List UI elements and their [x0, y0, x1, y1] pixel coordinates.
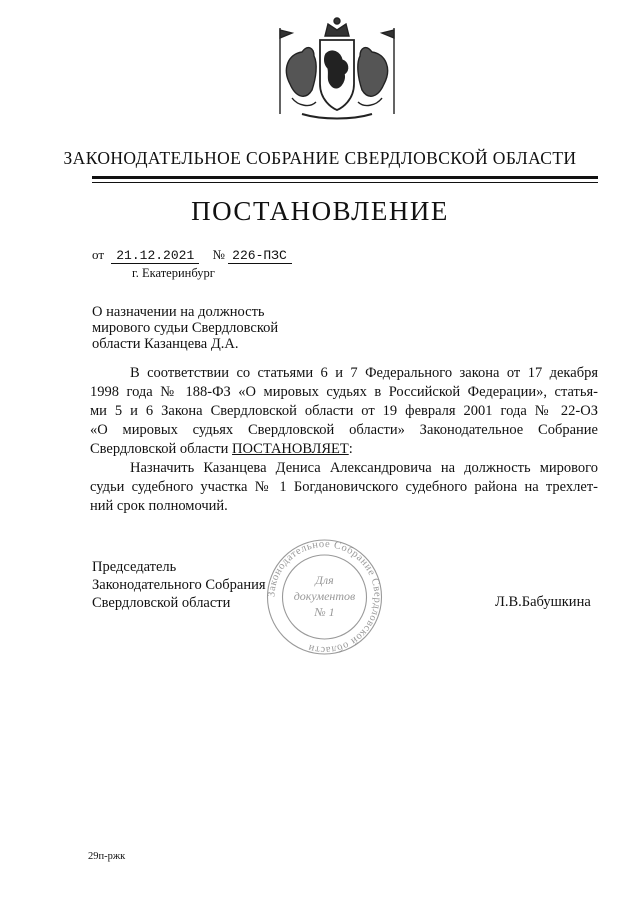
subject-line: О назначении на должность: [92, 304, 265, 320]
organization-name: ЗАКОНОДАТЕЛЬНОЕ СОБРАНИЕ СВЕРДЛОВСКОЙ ОБЛАСТИ: [63, 148, 577, 168]
document-type-title: ПОСТАНОВЛЕНИЕ: [191, 196, 449, 226]
number-sign: №: [212, 247, 225, 262]
header-rule-thick: [92, 176, 598, 179]
body-text: :: [348, 441, 353, 457]
signer-name: Л.В.Бабушкина: [495, 594, 591, 610]
subject-line: мирового судьи Свердловской: [92, 320, 279, 336]
signer-title-line: Председатель: [92, 559, 177, 575]
date-number-line: [92, 247, 292, 264]
body-paragraph-2-line: судьи судебного участка № 1 Богдановичского судебного района на трехлет-: [90, 479, 598, 495]
stamp-center-line: № 1: [314, 605, 335, 619]
body-paragraph-1-line: В соответствии со статьями 6 и 7 Федерального закона от 17 декабря: [130, 365, 598, 381]
stamp-center-line: документов: [293, 589, 356, 603]
official-stamp: [262, 538, 387, 656]
date-prefix: от: [92, 247, 105, 262]
signer-title-line: Законодательного Собрания: [92, 577, 266, 593]
stamp-center-line: Для: [315, 573, 334, 587]
header-rule-thin: [92, 182, 598, 183]
body-text: Свердловской области: [90, 441, 233, 457]
footer-code: 29п-ржк: [88, 851, 126, 862]
body-paragraph-1-line: ми 5 и 6 Закона Свердловской области от 19 февраля 2001 года № 22-ОЗ: [90, 403, 598, 419]
city-line: г. Екатеринбург: [132, 266, 215, 280]
signer-title-line: Свердловской области: [92, 595, 231, 611]
body-paragraph-2-line: ний срок полномочий.: [90, 498, 228, 514]
document-number: 226-ПЗС: [228, 248, 292, 264]
body-paragraph-1-line: 1998 года № 188-ФЗ «О мировых судьях в Российской Федерации», статья-: [90, 384, 598, 400]
document-date: 21.12.2021: [111, 248, 199, 264]
document-body: [90, 364, 598, 516]
body-paragraph-1-line: «О мировых судьях Свердловской области» Законодательное Собрание: [90, 422, 598, 438]
signer-title: [92, 558, 266, 612]
body-paragraph-2-line: Назначить Казанцева Дениса Александровича на должность мирового: [130, 460, 598, 476]
subject-line: области Казанцева Д.А.: [92, 336, 239, 352]
sverdlovsk-coat-of-arms-icon: [262, 14, 412, 126]
body-paragraph-1-last-line: [90, 440, 598, 459]
resolve-keyword: ПОСТАНОВЛЯЕТ: [232, 441, 349, 457]
stamp-ring-text: Законодательное Собрание Свердловской области: [266, 538, 383, 656]
document-subject: [92, 304, 278, 352]
